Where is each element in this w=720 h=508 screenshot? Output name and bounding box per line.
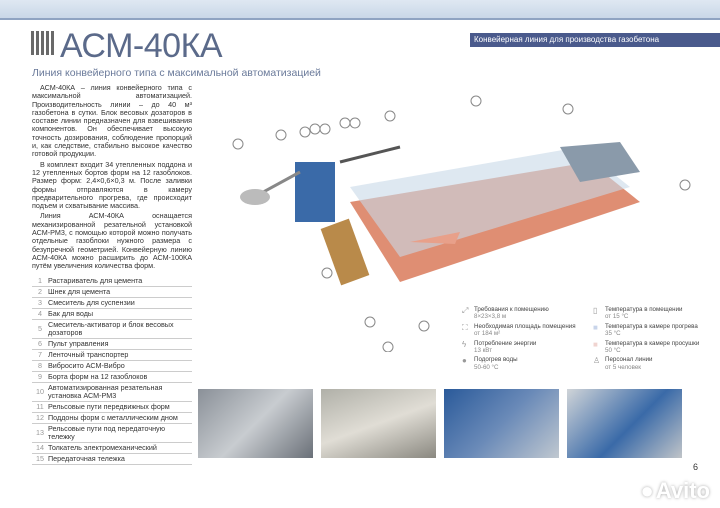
component-label: Пульт управления — [48, 338, 109, 348]
component-label: Толкатель электромеханический — [48, 442, 157, 452]
mixer — [295, 162, 335, 222]
spec-item — [462, 340, 589, 355]
spec-label: Температура в камере просушки — [605, 339, 700, 347]
spec-value: 35 °C — [605, 330, 621, 338]
spec-item — [462, 356, 589, 371]
spec-label: Температура в камере прогрева — [605, 322, 698, 330]
component-number: 3 — [38, 298, 42, 308]
component-label: Передаточная тележка — [48, 453, 125, 463]
spec-value: от 184 м² — [474, 330, 501, 338]
component-number: 13 — [36, 428, 44, 438]
lightning-icon: ϟ — [462, 339, 467, 349]
photo-cutter — [444, 389, 559, 458]
component-row — [32, 361, 192, 372]
component-number: 7 — [38, 350, 42, 360]
spec-value: от 5 человек — [605, 363, 641, 371]
spec-value: 50 °C — [605, 347, 621, 355]
spec-item — [593, 323, 720, 338]
spec-item — [462, 323, 589, 338]
spec-value: от 15 °C — [605, 313, 629, 321]
dimensions-icon: ⤢ — [462, 306, 469, 315]
component-row — [32, 424, 192, 443]
person-icon: ♙ — [593, 356, 601, 366]
component-row — [32, 320, 192, 339]
page-number: 6 — [692, 462, 698, 472]
component-label: Вибросито АСМ-Вибро — [48, 360, 125, 370]
thermometer-icon: ▯ — [593, 306, 598, 315]
component-label: Рельсовые пути под передаточную тележку — [48, 423, 166, 441]
spec-label: Требования к помещению — [474, 306, 549, 313]
component-label: Автоматизированная резательная установка АСМ-РМ3 — [48, 382, 163, 400]
spec-label: Необходимая площадь помещения — [474, 322, 576, 330]
component-row — [32, 276, 192, 287]
description — [32, 84, 192, 273]
photo-strip — [198, 389, 682, 458]
spec-item — [593, 306, 720, 321]
avito-logo-icon: ● — [640, 478, 654, 503]
header-banner: Конвейерная линия для производства газобетона — [470, 33, 720, 47]
qr-code-icon — [31, 31, 55, 55]
component-number: 10 — [36, 387, 44, 397]
component-number: 5 — [38, 324, 42, 334]
photo-mold — [321, 389, 436, 458]
component-row — [32, 372, 192, 383]
component-number: 15 — [36, 454, 44, 464]
component-label: Поддоны форм с металлическим дном — [48, 412, 178, 422]
spec-value: 8×23×3,8 м — [474, 313, 507, 321]
component-label: Растариватель для цемента — [48, 275, 143, 285]
area-icon: ⛶ — [462, 322, 468, 332]
paragraph: В комплект входит 34 утепленных поддона и 12 утепленных бортов форм на 12 газоблоков. Размер форм: 2,4×0,6×0,3 м. После заливки формы отправляются в камеру предварительного прогрева, где происходит подъем и схватывание массива. — [32, 159, 192, 211]
component-row — [32, 413, 192, 424]
component-number: 4 — [38, 309, 42, 319]
component-label: Рельсовые пути передвижных форм — [48, 401, 170, 411]
photo-forms — [198, 389, 313, 458]
component-number: 14 — [36, 443, 44, 453]
avito-watermark: ● Avito — [640, 478, 710, 503]
spec-label: Потребление энергии — [474, 339, 537, 347]
spec-label: Персонал линии — [605, 356, 653, 364]
specs — [462, 306, 720, 371]
components-list — [32, 276, 192, 465]
component-row — [32, 383, 192, 402]
cement-hopper — [240, 189, 270, 205]
paragraph: Линия АСМ-40КА оснащается механизированной резательной установкой АСМ-РМ3, с помощью которой можно получать отдельные газоблоки нужного размера с безупречной геометрией. Конвейерную линию АСМ-40КА можно расширить до АСМ-100КА путём увеличения количества форм. — [32, 211, 192, 271]
component-label: Борта форм на 12 газоблоков — [48, 371, 148, 381]
spec-item — [593, 340, 720, 355]
blue-square-icon: ■ — [593, 322, 598, 332]
component-label: Смеситель для суспензии — [48, 297, 135, 307]
component-row — [32, 350, 192, 361]
pink-square-icon: ■ — [593, 339, 598, 349]
spec-item — [593, 356, 720, 371]
left-column — [32, 84, 192, 465]
component-number: 1 — [38, 276, 42, 286]
component-row — [32, 298, 192, 309]
spec-item — [462, 306, 589, 321]
component-row — [32, 339, 192, 350]
page-title: АСМ-40КА — [60, 27, 223, 65]
component-row — [32, 443, 192, 454]
spec-label: Подогрев воды — [474, 356, 518, 364]
paragraph: АСМ-40КА – линия конвейерного типа с максимальной автоматизацией. Производительность линии – до 40 м³ газобетона в сутки. Блок весовых дозаторов в составе линии предназначен для взвешивания компонентов. Он обеспечивает высокую точность дозирования, соблюдение пропорций и, как следствие, стабильно высокое качество готовой продукции. — [32, 83, 192, 159]
water-drop-icon: ● — [462, 356, 467, 366]
component-row — [32, 287, 192, 298]
component-label: Бак для воды — [48, 308, 94, 318]
spec-label: Температура в помещении — [605, 306, 683, 313]
component-row — [32, 402, 192, 413]
component-number: 9 — [38, 372, 42, 382]
subtitle: Линия конвейерного типа с максимальной автоматизацией — [32, 67, 321, 79]
belt — [340, 147, 400, 162]
component-row — [32, 454, 192, 465]
spec-value: 50-60 °C — [474, 363, 499, 371]
component-label: Шнек для цемента — [48, 286, 111, 296]
top-band — [0, 0, 720, 20]
component-number: 11 — [36, 402, 44, 412]
spec-value: 13 кВт — [474, 347, 493, 355]
component-number: 8 — [38, 361, 42, 371]
component-label: Смеситель-активатор и блок весовых дозаторов — [48, 319, 174, 337]
component-number: 6 — [38, 339, 42, 349]
component-label: Ленточный транспортер — [48, 349, 129, 359]
component-number: 2 — [38, 287, 42, 297]
photo-mixer — [567, 389, 682, 458]
component-row — [32, 309, 192, 320]
component-number: 12 — [36, 413, 44, 423]
